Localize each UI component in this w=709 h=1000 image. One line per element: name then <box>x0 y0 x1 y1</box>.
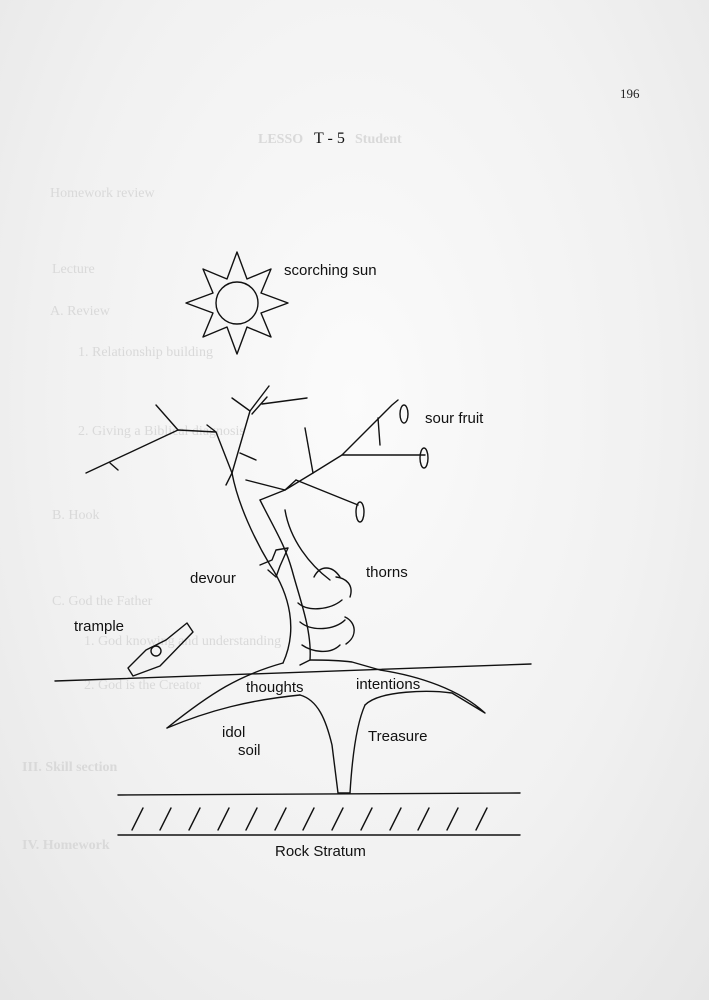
label-thoughts: thoughts <box>246 679 304 696</box>
faded-hook: B. Hook <box>52 508 100 523</box>
trample-shoe-icon <box>128 623 193 676</box>
sun-icon <box>186 252 288 354</box>
label-idol: idol <box>222 724 246 741</box>
faded-header-suffix: Student <box>355 132 402 147</box>
sour-fruit-icons <box>356 405 428 522</box>
tree-branches <box>86 386 425 505</box>
faded-homework-review: Homework review <box>50 186 155 201</box>
label-intentions: intentions <box>356 676 421 693</box>
page-number: 196 <box>620 86 640 101</box>
label-rock-stratum: Rock Stratum <box>275 843 366 860</box>
page-title: T - 5 <box>314 130 345 147</box>
label-soil: soil <box>238 742 261 759</box>
faded-lecture: Lecture <box>52 262 95 277</box>
faded-skill-section: III. Skill section <box>22 760 118 775</box>
label-sour-fruit: sour fruit <box>425 410 484 427</box>
label-devour: devour <box>190 570 236 587</box>
tree-trunk <box>232 473 354 665</box>
faded-giving: 2. Giving a Biblical diagnosis <box>78 424 245 439</box>
faded-god-knowing: 1. God knowing and understanding <box>84 634 282 649</box>
rock-stratum-layer <box>118 793 520 835</box>
faded-homework: IV. Homework <box>22 838 110 853</box>
faded-lesson-header: LESSO <box>258 132 304 147</box>
label-treasure: Treasure <box>368 728 428 745</box>
faded-relationship: 1. Relationship building <box>78 345 213 360</box>
tree-roots <box>167 660 485 793</box>
faded-god-father: C. God the Father <box>52 594 153 609</box>
faded-review: A. Review <box>50 304 110 319</box>
faded-god-is: 2. God is the Creator <box>84 678 202 693</box>
label-trample: trample <box>74 618 125 635</box>
label-thorns: thorns <box>366 564 408 581</box>
label-scorching-sun: scorching sun <box>284 262 377 279</box>
